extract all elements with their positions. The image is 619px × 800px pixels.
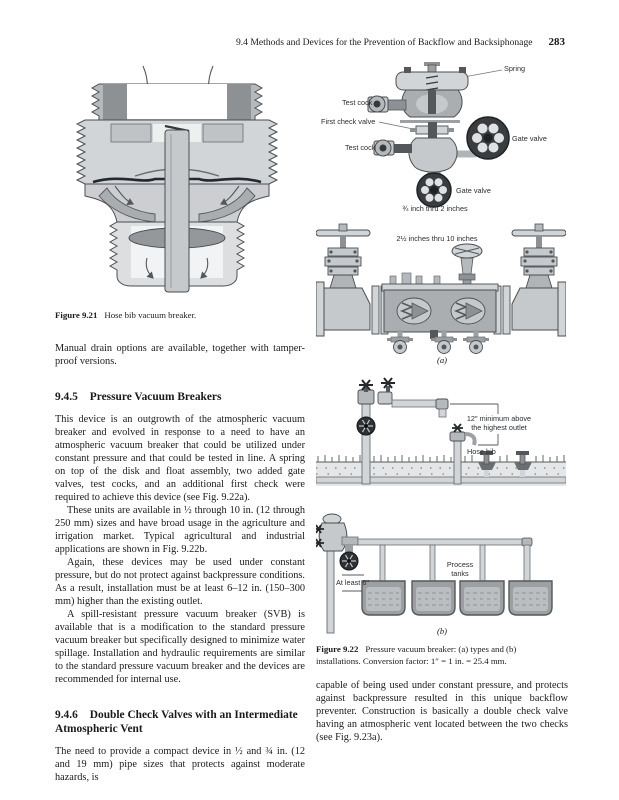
- paragraph-945-3: Again, these devices may be used under constant pressure, but do not protect against backpressure conditions. As a result, installation must be at least 6–12 in. (150–300 mm) higher than the existing outlet.: [55, 556, 305, 607]
- figure-9-22b-installation-process-tanks: [316, 513, 568, 640]
- section-heading-9-4-5: [55, 390, 305, 404]
- figure-9-22b-installation-irrigation: [316, 374, 568, 509]
- right-column: [316, 60, 568, 744]
- paragraph-946-1: The need to provide a compact device in ½ and ¾ in. (12 and 19 mm) pipe sizes that protects against moderate hazards, is: [55, 745, 305, 783]
- figure-9-21-caption-text: Hose bib vacuum breaker.: [104, 310, 197, 320]
- section-number: 9.4.5: [55, 390, 78, 403]
- section-heading-9-4-6: [55, 708, 305, 736]
- label-at-least-6: At least 6″: [336, 578, 370, 587]
- label-large-sizes: 2½ inches thru 10 inches: [396, 234, 478, 243]
- section-number: 9.4.6: [55, 708, 78, 721]
- label-spring: Spring: [504, 64, 526, 73]
- paragraph-945-1: This device is an outgrowth of the atmospheric vacuum breaker and evolved in response to a need to have an atmospheric vacuum breaker that could be utilized under constant pressure and that could be tested in line. A spring on top of the disk and float assembly, two added gate valves, test cocks, and an additional first check were required to achieve this device (see Fig. 9.22a).: [55, 413, 305, 503]
- figure-9-21-hose-bib-vacuum-breaker: [55, 62, 305, 302]
- label-test-cock-lower: Test cock: [345, 143, 376, 152]
- running-title: 9.4 Methods and Devices for the Prevention of Backflow and Backsiphonage: [235, 37, 533, 48]
- label-gate-valve-bottom: Gate valve: [456, 186, 491, 195]
- label-sub-a: (a): [436, 355, 448, 365]
- label-sub-b: (b): [436, 626, 448, 636]
- figure-9-22-caption-label: Figure 9.22: [316, 644, 359, 654]
- figure-9-22a-large-pressure-vacuum-breaker: [316, 218, 568, 368]
- section-title: Double Check Valves with an Intermediate Atmospheric Vent: [55, 708, 298, 735]
- paragraph-capable: capable of being used under constant pressure, and protects against backpressure resulted in this unique backflow preventer. Construction is basically a double check valve having an atmospheric vent located between the two checks (see Fig. 9.23a).: [316, 680, 568, 743]
- running-header: [55, 36, 565, 48]
- paragraph-945-4: A spill-resistant pressure vacuum breaker (SVB) is available that is a modification to the standard pressure vacuum breaker but specifically designed to minimize water spillage. Installation and hydraulic requirements are similar to the standard pressure vacuum breaker and the devices are recommended for internal use.: [55, 608, 305, 685]
- paragraph-945-2: These units are available in ½ through 10 in. (12 through 250 mm) sizes and have broad usage in the agriculture and irrigation market. Typical agricultural and industrial applications are shown in Fig. 9.22b.: [55, 504, 305, 555]
- figure-9-22-caption-text: Pressure vacuum breaker: (a) types and (b) installations. Conversion factor: 1″ = 1 in. = 25.4 mm.: [316, 644, 517, 666]
- figure-9-22a-small-pressure-vacuum-breaker: [316, 60, 568, 212]
- figure-9-21-caption-label: Figure 9.21: [55, 310, 98, 320]
- page-number: 283: [548, 36, 565, 48]
- label-gate-valve-right: Gate valve: [512, 134, 547, 143]
- irrigation-installation-drawing: [316, 374, 566, 509]
- paragraph-manual-drain: Manual drain options are available, together with tamper-proof versions.: [55, 342, 305, 367]
- label-first-check-valve: First check valve: [321, 117, 376, 126]
- label-test-cock-upper: Test cock: [342, 98, 373, 107]
- label-min-height: 12″ minimum above the highest outlet: [466, 414, 532, 433]
- figure-9-22-caption: [316, 644, 560, 667]
- label-hose-bib: Hose bib: [467, 447, 496, 456]
- section-title: Pressure Vacuum Breakers: [89, 390, 222, 403]
- figure-9-21-caption: [55, 310, 305, 322]
- label-small-sizes: ¾ inch thru 2 inches: [402, 204, 468, 213]
- left-column: [55, 62, 305, 784]
- hose-bib-vacuum-breaker-drawing: [55, 62, 300, 300]
- label-process-tanks: Process tanks: [446, 560, 474, 579]
